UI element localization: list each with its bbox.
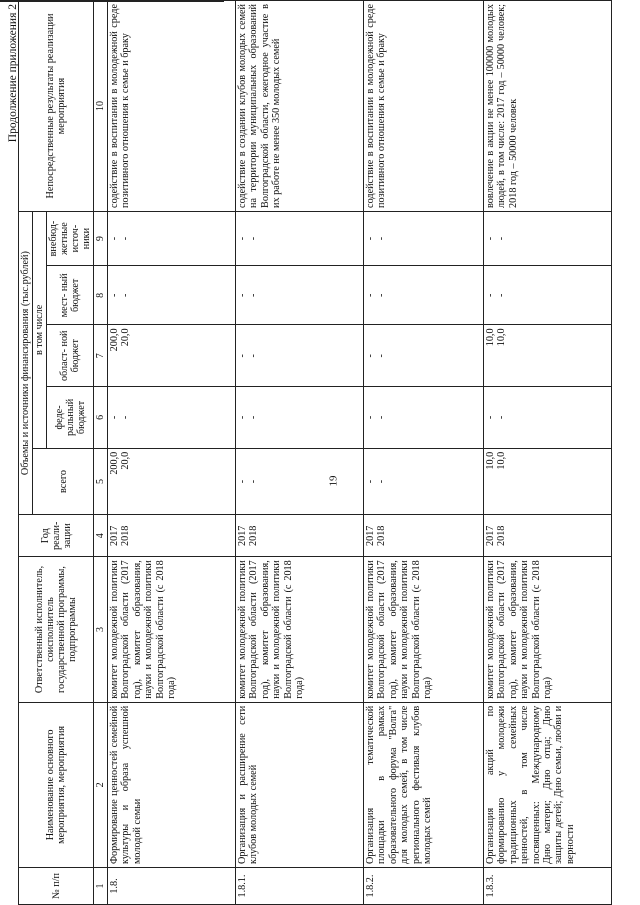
row-local: - - [484,266,612,325]
row-regional: - - [236,325,364,387]
row-regional: 200,0 20,0 [108,325,236,387]
row-years: 2017 2018 [108,515,236,557]
row-federal: - - [108,387,236,449]
row-result: содействие в воспитании в молодежной среде позитивного отношения к семье и браку [364,1,484,212]
header-including: в том числе [33,211,47,448]
col-index: 4 [94,515,108,557]
table-row [484,1,612,905]
header-name: Наименование основного мероприятия, мероприятия [19,702,94,867]
row-num: 1.8.2. [364,868,484,905]
header-result: Непосредственные результаты реализации мероприятия [19,1,94,212]
row-executor: комитет молодежной политики Волгоградской области (2017 год), комитет образования, науки и молодежной политики Волгоградской области (с 2018 года) [484,557,612,703]
row-name: Организация и расширение сети клубов молодых семей [236,702,364,867]
col-index: 5 [94,448,108,515]
row-years: 2017 2018 [364,515,484,557]
row-total: - - [364,448,484,515]
col-index: 1 [94,868,108,905]
row-offbudget: - - [108,211,236,265]
row-federal: - - [364,387,484,449]
row-total: - - [236,448,364,515]
continuation-title: Продолжение приложения 2 [7,4,19,143]
column-index-row [94,1,108,905]
page-number-text: 19 [327,475,339,487]
table-row [236,1,364,905]
row-name: Формирование ценностей семейной культуры и образа успешной молодой семьи [108,702,236,867]
header-total: всего [33,448,94,515]
row-local: - - [108,266,236,325]
row-executor: комитет молодежной политики Волгоградской области (2017 год), комитет образования, науки и молодежной политики Волгоградской области (с 2018 года) [364,557,484,703]
header-offbudget: внебюд- жетные источ- ники [47,211,94,265]
program-table [18,0,612,905]
col-index: 2 [94,702,108,867]
row-executor: комитет молодежной политики Волгоградской области (2017 год), комитет образования, науки и молодежной политики Волгоградской области (с 2018 года) [108,557,236,703]
col-index: 6 [94,387,108,449]
header-regional: област- ной бюджет [47,325,94,387]
row-executor: комитет молодежной политики Волгоградской области (2017 год), комитет образования, науки и молодежной политики Волгоградской области (с 2018 года) [236,557,364,703]
row-result: содействие в создании клубов молодых семей на территории муниципальных образований Волгоградской области, ежегодное участие в их работе не менее 350 молодых семей [236,1,364,212]
row-total: 10,0 10,0 [484,448,612,515]
col-index: 9 [94,211,108,265]
row-federal: - - [484,387,612,449]
col-index: 3 [94,557,108,703]
table-row [108,1,236,905]
row-num: 1.8.1. [236,868,364,905]
row-name: Организация акций по формированию у молодежи традиционных семейных ценностей, в том числе посвященных: Международному Дню матери; Дню отца; Дню защиты детей; Дню семьи, любви и верности [484,702,612,867]
row-name: Организация тематической площадки в рамках образовательного форума "Волга" для молодых семей, в том числе регионального фестиваля клубов молодых семей [364,702,484,867]
row-total: 200,0 20,0 [108,448,236,515]
row-regional: 10,0 10,0 [484,325,612,387]
row-regional: - - [364,325,484,387]
col-index: 8 [94,266,108,325]
row-num: 1.8. [108,868,236,905]
header-funding: Объемы и источники финансирования (тыс.рублей) [19,211,33,514]
header-federal: феде- ральный бюджет [47,387,94,449]
table-row [364,1,484,905]
row-offbudget: - - [364,211,484,265]
row-years: 2017 2018 [484,515,612,557]
row-years: 2017 2018 [236,515,364,557]
row-local: - - [236,266,364,325]
col-index: 7 [94,325,108,387]
row-offbudget: - - [484,211,612,265]
row-local: - - [364,266,484,325]
row-offbudget: - - [236,211,364,265]
row-result: вовлечение в акции не менее 100000 молодых людей, в том числе: 2017 год – 50000 человек; 2018 год – 50000 человек [484,1,612,212]
col-index: 10 [94,1,108,212]
row-num: 1.8.3. [484,868,612,905]
row-federal: - - [236,387,364,449]
header-executor: Ответственный исполнитель, соисполнитель государственной программы, подпрограммы [19,557,94,703]
header-num: № п/п [19,868,94,905]
row-result: содействие в воспитании в молодежной среде позитивного отношения к семье и браку [108,1,236,212]
header-local: мест- ный бюджет [47,266,94,325]
header-year: Год реали- зации [19,515,94,557]
